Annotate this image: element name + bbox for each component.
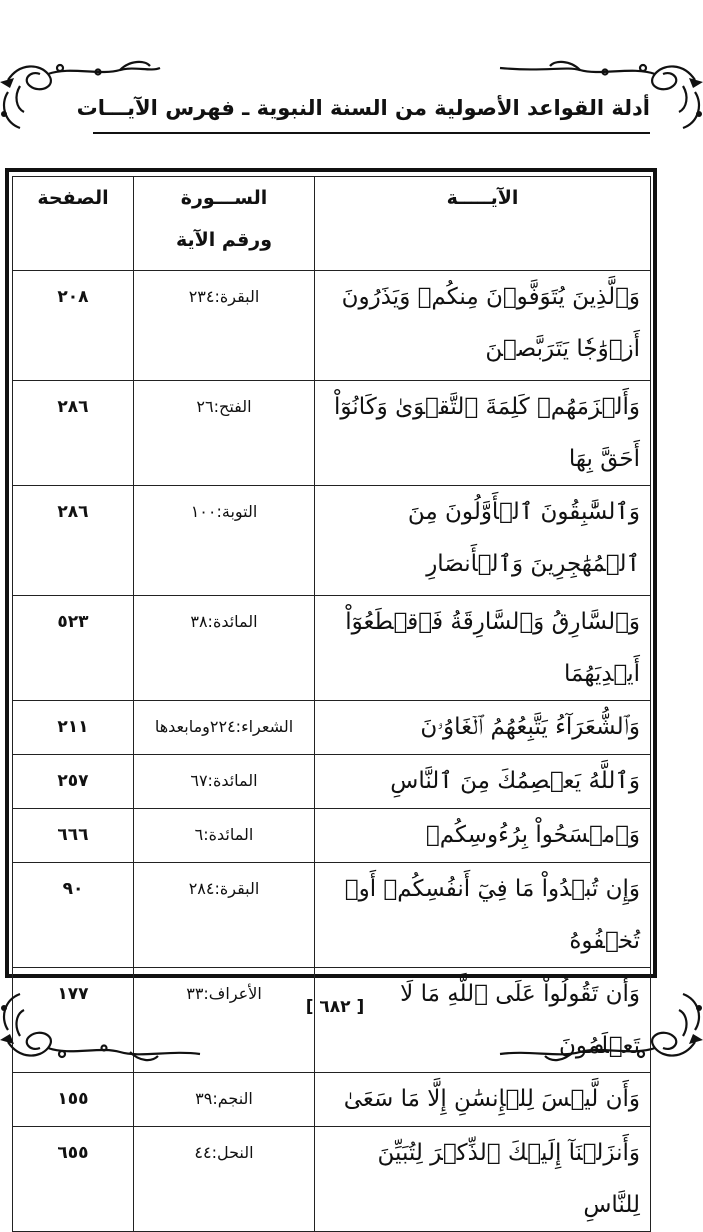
table-row xyxy=(13,863,651,968)
page-cell: ٦٦٦ xyxy=(13,809,134,863)
table-row xyxy=(13,701,651,755)
ayah-cell: وَأَن تَقُولُواْ عَلَى ٱللَّهِ مَا لَا تَعۡلَمُونَ xyxy=(315,968,651,1073)
column-header-surah-line2: ورقم الآية xyxy=(175,229,273,251)
surah-cell: المائدة:٦٧ xyxy=(134,755,315,809)
page-cell: ٢٥٧ xyxy=(13,755,134,809)
column-header-surah-line1: الســـورة xyxy=(180,187,268,209)
page-cell: ١٥٥ xyxy=(13,1073,134,1127)
page-cell: ٢٨٦ xyxy=(13,486,134,596)
page-cell: ٢٨٦ xyxy=(13,381,134,486)
ayah-index-table xyxy=(12,176,651,1232)
surah-cell: التوبة:١٠٠ xyxy=(134,486,315,596)
table-row xyxy=(13,1127,651,1232)
top-ornament xyxy=(0,52,703,132)
page-cell: ٢٠٨ xyxy=(13,271,134,381)
surah-cell: النحل:٤٤ xyxy=(134,1127,315,1232)
ayah-cell: وَإِن تُبۡدُواْ مَا فِيٓ أَنفُسِكُمۡ أَوۡ تُخۡفُوهُ xyxy=(315,863,651,968)
page-cell: ١٧٧ xyxy=(13,968,134,1073)
ayah-cell: وَٱلسَّارِقُ وَٱلسَّارِقَةُ فَٱقۡطَعُوٓاْ أَيۡدِيَهُمَا xyxy=(315,596,651,701)
column-header-surah xyxy=(134,177,315,271)
column-header-page: الصفحة xyxy=(13,177,134,271)
table-row xyxy=(13,1073,651,1127)
surah-cell: المائدة:٦ xyxy=(134,809,315,863)
surah-cell: البقرة:٢٨٤ xyxy=(134,863,315,968)
bottom-ornament xyxy=(0,990,703,1070)
top-ornament-flourish-icon xyxy=(0,52,703,132)
ayah-cell: وَأَن لَّيۡسَ لِلۡإِنسَٰنِ إِلَّا مَا سَعَىٰ xyxy=(315,1073,651,1127)
running-header-title: أدلة القواعد الأصولية من السنة النبوية ـ فهرس الآيـــات xyxy=(76,96,650,120)
page-cell: ٥٢٣ xyxy=(13,596,134,701)
surah-cell: المائدة:٣٨ xyxy=(134,596,315,701)
surah-cell: الشعراء:٢٢٤ومابعدها xyxy=(134,701,315,755)
ayah-cell: وَٱلَّذِينَ يُتَوَفَّوۡنَ مِنكُمۡ وَيَذَرُونَ أَزۡوَٰجٗا يَتَرَبَّصۡنَ xyxy=(315,271,651,381)
surah-cell: الأعراف:٣٣ xyxy=(134,968,315,1073)
ayah-cell: وَٱللَّهُ يَعۡصِمُكَ مِنَ ٱلنَّاسِ xyxy=(315,755,651,809)
page-cell: ٦٥٥ xyxy=(13,1127,134,1232)
table-row xyxy=(13,381,651,486)
table-row xyxy=(13,486,651,596)
ayah-cell: وَأَنزَلۡنَآ إِلَيۡكَ ٱلذِّكۡرَ لِتُبَيِّنَ لِلنَّاسِ xyxy=(315,1127,651,1232)
surah-cell: الفتح:٢٦ xyxy=(134,381,315,486)
surah-cell: النجم:٣٩ xyxy=(134,1073,315,1127)
table-row xyxy=(13,271,651,381)
ayah-cell: وَٱمۡسَحُواْ بِرُءُوسِكُمۡ xyxy=(315,809,651,863)
table-header-row xyxy=(13,177,651,271)
ayah-cell: وَٱلشُّعَرَآءُ يَتَّبِعُهُمُ ٱلۡغَاوُۥنَ xyxy=(315,701,651,755)
ayah-cell: وَأَلۡزَمَهُمۡ كَلِمَةَ ٱلتَّقۡوَىٰ وَكَانُوٓاْ أَحَقَّ بِهَا xyxy=(315,381,651,486)
page-cell: ٩٠ xyxy=(13,863,134,968)
table-row xyxy=(13,809,651,863)
table-row xyxy=(13,596,651,701)
bottom-ornament-flourish-icon xyxy=(0,990,703,1070)
ayah-cell: وَٱلسَّٰبِقُونَ ٱلۡأَوَّلُونَ مِنَ ٱلۡمُهَٰجِرِينَ وَٱلۡأَنصَارِ xyxy=(315,486,651,596)
page-cell: ٢١١ xyxy=(13,701,134,755)
header-rule xyxy=(93,132,650,134)
column-header-ayah: الآيـــــة xyxy=(315,177,651,271)
surah-cell: البقرة:٢٣٤ xyxy=(134,271,315,381)
page-number: [ ٦٨٢ ] xyxy=(305,997,365,1017)
table-row xyxy=(13,755,651,809)
